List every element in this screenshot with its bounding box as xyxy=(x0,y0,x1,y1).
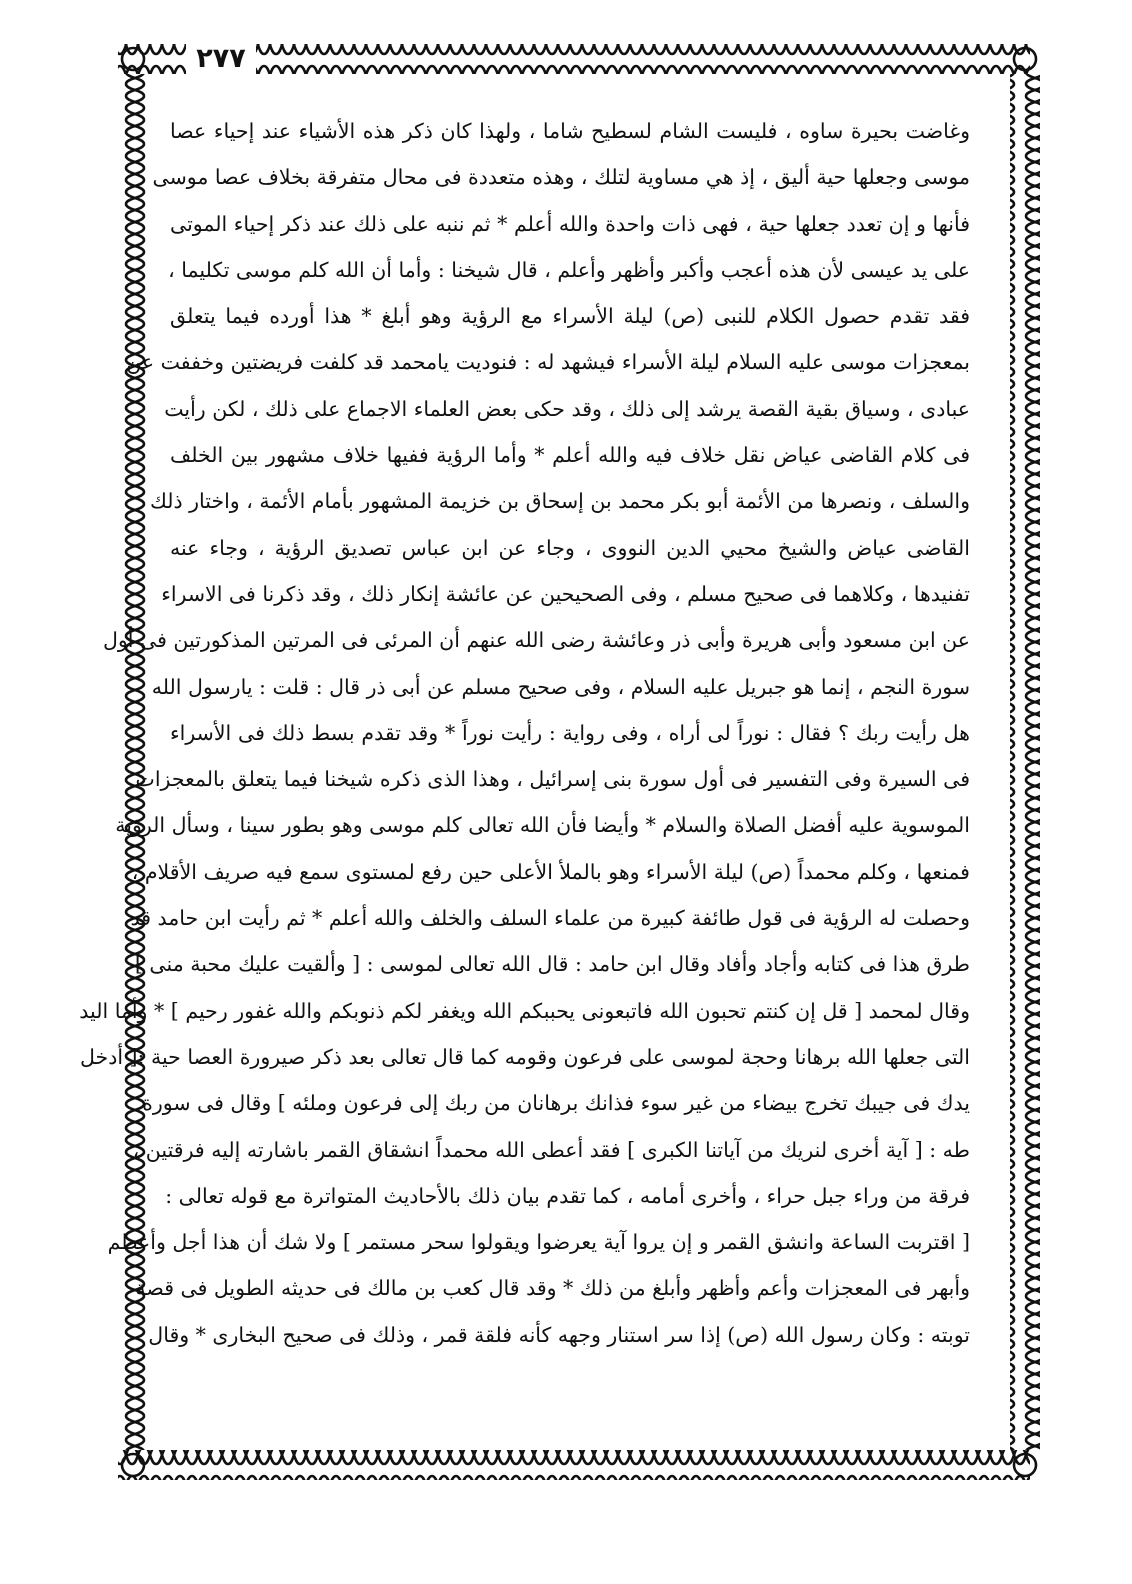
text-line: التى جعلها الله برهانا وحجة لموسى على فرعون وقومه كما قال تعالى بعد ذكر صيرورة العصا حية :[ أدخل xyxy=(80,1044,970,1069)
text-line: تفنيدها ، وكلاهما فى صحيح مسلم ، وفى الصحيحين عن عائشة إنكار ذلك ، وقد ذكرنا فى الاسراء xyxy=(161,581,970,606)
text-line: طرق هذا فى كتابه وأجاد وأفاد وقال ابن حامد : قال الله تعالى لموسى : [ وألقيت عليك محبة منى ] xyxy=(134,952,970,977)
text-line: موسى وجعلها حية أليق ، إذ هي مساوية لتلك ، وهذه متعددة فى محال متفرقة بخلاف عصا موسى xyxy=(152,165,970,190)
text-line: فمنعها ، وكلم محمداً (ص) ليلة الأسراء وهو بالملأ الأعلى حين رفع لمستوى سمع فيه صريف الأقلام ، xyxy=(131,859,970,884)
text-body xyxy=(79,108,970,1358)
text-line: وغاضت بحيرة ساوه ، فليست الشام لسطيح شاما ، ولهذا كان ذكر هذه الأشياء عند إحياء عصا xyxy=(170,119,970,143)
text-line: والسلف ، ونصرها من الأئمة أبو بكر محمد بن إسحاق بن خزيمة المشهور بأمام الأئمة ، واختار ذلك xyxy=(149,489,970,514)
text-line: فرقة من وراء جبل حراء ، وأخرى أمامه ، كما تقدم بيان ذلك بالأحاديث المتواترة مع قوله تعالى : xyxy=(165,1183,970,1208)
text-line: وحصلت له الرؤية فى قول طائفة كبيرة من علماء السلف والخلف والله أعلم * ثم رأيت ابن حامد قد xyxy=(130,906,970,931)
text-line: عن ابن مسعود وأبى هريرة وأبى ذر وعائشة رضى الله عنهم أن المرئى فى المرتين المذكورتين فى أول xyxy=(103,628,970,653)
text-line: سورة النجم ، إنما هو جبريل عليه السلام ، وفى صحيح مسلم عن أبى ذر قال : قلت : يارسول الله xyxy=(151,674,970,699)
text-line: فقد تقدم حصول الكلام للنبى (ص) ليلة الأسراء مع الرؤية وهو أبلغ * هذا أورده فيما يتعلق xyxy=(170,304,970,329)
text-line: فى كلام القاضى عياض نقل خلاف فيه والله أعلم * وأما الرؤية ففيها خلاف مشهور بين الخلف xyxy=(170,443,970,468)
text-line: بمعجزات موسى عليه السلام ليلة الأسراء فيشهد له : فنوديت يامحمد قد كلفت فريضتين وخففت عن xyxy=(126,350,970,375)
text-line: الموسوية عليه أفضل الصلاة والسلام * وأيضا فأن الله تعالى كلم موسى وهو بطور سينا ، وسأل الرؤية xyxy=(115,813,970,838)
text-line: فى السيرة وفى التفسير فى أول سورة بنى إسرائيل ، وهذا الذى ذكره شيخنا فيما يتعلق بالمعجزات xyxy=(135,767,970,792)
text-line: على يد عيسى لأن هذه أعجب وأكبر وأظهر وأعلم ، قال شيخنا : وأما أن الله كلم موسى تكليما ، xyxy=(168,257,970,282)
text-line: طه : [ آية أخرى لنريك من آياتنا الكبرى ] فقد أعطى الله محمداً انشقاق القمر باشارته إليه فرقتين ، xyxy=(132,1137,970,1162)
text-line: عبادى ، وسياق بقية القصة يرشد إلى ذلك ، وقد حكى بعض العلماء الاجماع على ذلك ، لكن رأيت xyxy=(164,396,970,421)
text-line: وقال لمحمد [ قل إن كنتم تحبون الله فاتبعونى يحببكم الله ويغفر لكم ذنوبكم والله غفور رحيم ] * وأما اليد xyxy=(79,998,970,1023)
text-line: القاضى عياض والشيخ محيي الدين النووى ، وجاء عن ابن عباس تصديق الرؤية ، وجاء عنه xyxy=(170,535,970,560)
text-line: [ اقتربت الساعة وانشق القمر و إن يروا آية يعرضوا ويقولوا سحر مستمر ] ولا شك أن هذا أجل وأعظم xyxy=(107,1230,970,1255)
text-line: يدك فى جيبك تخرج بيضاء من غير سوء فذانك برهانان من ربك إلى فرعون وملئه ] وقال فى سورة xyxy=(142,1091,970,1116)
page-number: ٢٧٧ xyxy=(186,42,256,76)
text-line: وأبهر فى المعجزات وأعم وأظهر وأبلغ من ذلك * وقد قال كعب بن مالك فى حديثه الطويل فى قصة xyxy=(135,1276,970,1301)
text-line: هل رأيت ربك ؟ فقال : نوراً لى أراه ، وفى رواية : رأيت نوراً * وقد تقدم بسط ذلك فى الأسراء xyxy=(170,720,970,745)
text-line: فأنها و إن تعدد جعلها حية ، فهى ذات واحدة والله أعلم * ثم ننبه على ذلك عند ذكر إحياء الموتى xyxy=(170,211,970,236)
text-line: توبته : وكان رسول الله (ص) إذا سر استنار وجهه كأنه فلقة قمر ، وذلك فى صحيح البخارى * وقال xyxy=(148,1322,970,1347)
